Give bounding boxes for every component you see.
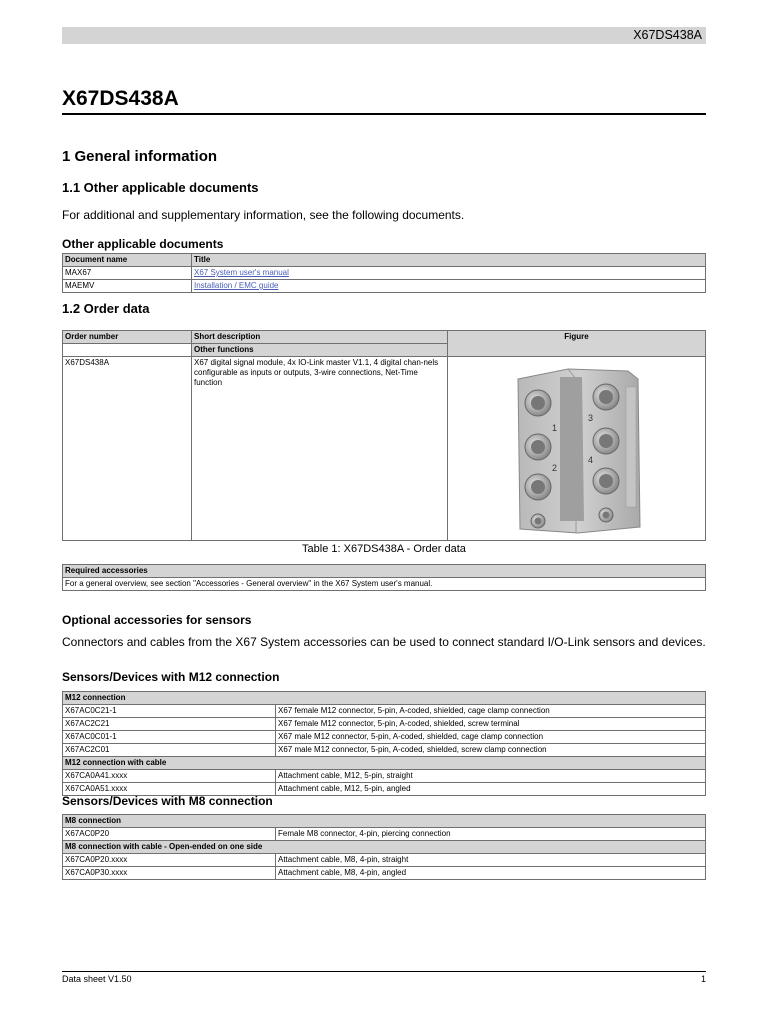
part-number-cell: X67CA0P30.xxxx	[63, 867, 276, 880]
m12-heading: Sensors/Devices with M12 connection	[62, 670, 280, 684]
part-description-cell: X67 female M12 connector, 5-pin, A-coded, shielded, screw terminal	[276, 718, 706, 731]
footer-page-number: 1	[700, 974, 706, 984]
document-name-cell: MAEMV	[63, 280, 192, 293]
column-header-order-number: Order number	[63, 331, 192, 344]
part-description-cell: X67 male M12 connector, 5-pin, A-coded, shielded, screw clamp connection	[276, 744, 706, 757]
m8-accessories-table	[62, 814, 706, 880]
table-row	[63, 770, 706, 783]
header-product-code: X67DS438A	[633, 28, 702, 42]
table-header-row	[63, 254, 706, 267]
port-label: 2	[552, 463, 558, 473]
column-header-document-name: Document name	[63, 254, 192, 267]
table-row	[63, 867, 706, 880]
table-row	[63, 718, 706, 731]
table-group-row	[63, 692, 706, 705]
port-label: 3	[588, 413, 594, 423]
group-header-m12-connection: M12 connection	[63, 692, 706, 705]
required-accessories-table	[62, 564, 706, 591]
required-accessories-text: For a general overview, see section "Accessories - General overview" in the X67 System user's manual.	[63, 578, 706, 591]
table-group-row	[63, 815, 706, 828]
part-description-cell: X67 male M12 connector, 5-pin, A-coded, shielded, cage clamp connection	[276, 731, 706, 744]
document-name-cell: MAX67	[63, 267, 192, 280]
m12-connector-icon	[525, 434, 551, 460]
table-row	[63, 854, 706, 867]
table-row	[63, 744, 706, 757]
port-label: 1	[552, 423, 558, 433]
column-header-other-functions: Other functions	[192, 344, 448, 357]
group-header-m8-cable: M8 connection with cable - Open-ended on one side	[63, 841, 706, 854]
section-1-heading: 1 General information	[62, 148, 218, 165]
documents-table	[62, 253, 706, 293]
table-row	[63, 267, 706, 280]
part-description-cell: Attachment cable, M8, 4-pin, straight	[276, 854, 706, 867]
order-table-caption: Table 1: X67DS438A - Order data	[302, 543, 466, 555]
part-number-cell: X67AC0P20	[63, 828, 276, 841]
documents-table-title: Other applicable documents	[62, 237, 224, 251]
section-1-1-intro: For additional and supplementary information, see the following documents.	[62, 208, 465, 222]
table-header-row	[63, 565, 706, 578]
order-number-cell: X67DS438A	[63, 357, 192, 541]
document-title-cell	[192, 267, 706, 280]
part-number-cell: X67AC2C01	[63, 744, 276, 757]
table-group-row	[63, 757, 706, 770]
table-row	[63, 705, 706, 718]
table-row	[63, 731, 706, 744]
section-1-1-heading: 1.1 Other applicable documents	[62, 180, 259, 195]
part-number-cell: X67CA0P20.xxxx	[63, 854, 276, 867]
m12-connector-icon	[593, 384, 619, 410]
m12-connector-icon	[525, 390, 551, 416]
title-divider	[62, 113, 706, 115]
column-header-short-description: Short description	[192, 331, 448, 344]
part-number-cell: X67AC2C21	[63, 718, 276, 731]
table-row	[63, 578, 706, 591]
table-header-row	[63, 331, 706, 344]
order-data-table	[62, 330, 706, 541]
column-header-figure: Figure	[448, 331, 706, 357]
part-description-cell: Attachment cable, M12, 5-pin, angled	[276, 783, 706, 796]
m8-heading: Sensors/Devices with M8 connection	[62, 794, 273, 808]
module-figure-cell	[448, 357, 706, 541]
group-header-m8-connection: M8 connection	[63, 815, 706, 828]
m12-connector-icon	[593, 468, 619, 494]
document-link-x67-manual[interactable]: X67 System user's manual	[194, 268, 289, 277]
part-number-cell: X67AC0C21-1	[63, 705, 276, 718]
document-link-emc-guide[interactable]: Installation / EMC guide	[194, 281, 279, 290]
part-description-cell: Attachment cable, M12, 5-pin, straight	[276, 770, 706, 783]
table-group-row	[63, 841, 706, 854]
part-number-cell: X67CA0A51.xxxx	[63, 783, 276, 796]
footer-divider	[62, 971, 706, 972]
part-number-cell: X67AC0C01-1	[63, 731, 276, 744]
optional-accessories-heading: Optional accessories for sensors	[62, 613, 252, 627]
order-description-cell: X67 digital signal module, 4x IO-Link master V1.1, 4 digital chan-nels configurable as inputs or outputs, 3-wire connections, Net-Time function	[192, 357, 448, 541]
port-label: 4	[588, 455, 594, 465]
part-description-cell: Attachment cable, M8, 4-pin, angled	[276, 867, 706, 880]
group-header-m12-cable: M12 connection with cable	[63, 757, 706, 770]
table-row	[63, 828, 706, 841]
m8-connector-icon	[531, 514, 545, 528]
optional-accessories-text: Connectors and cables from the X67 System accessories can be used to connect standard I/O-Link sensors and devices.	[62, 635, 706, 649]
m8-connector-icon	[599, 508, 613, 522]
column-header-title: Title	[192, 254, 706, 267]
table-row	[63, 357, 706, 541]
footer-version: Data sheet V1.50	[62, 974, 132, 984]
empty-header-cell	[63, 344, 192, 357]
header-bar	[62, 27, 706, 44]
m12-connector-icon	[525, 474, 551, 500]
part-number-cell: X67CA0A41.xxxx	[63, 770, 276, 783]
module-photo	[448, 357, 704, 537]
required-accessories-header: Required accessories	[63, 565, 706, 578]
document-title: X67DS438A	[62, 87, 179, 110]
table-row	[63, 280, 706, 293]
document-title-cell	[192, 280, 706, 293]
part-description-cell: Female M8 connector, 4-pin, piercing connection	[276, 828, 706, 841]
part-description-cell: X67 female M12 connector, 5-pin, A-coded, shielded, cage clamp connection	[276, 705, 706, 718]
m12-connector-icon	[593, 428, 619, 454]
section-1-2-heading: 1.2 Order data	[62, 301, 150, 316]
m12-accessories-table	[62, 691, 706, 796]
